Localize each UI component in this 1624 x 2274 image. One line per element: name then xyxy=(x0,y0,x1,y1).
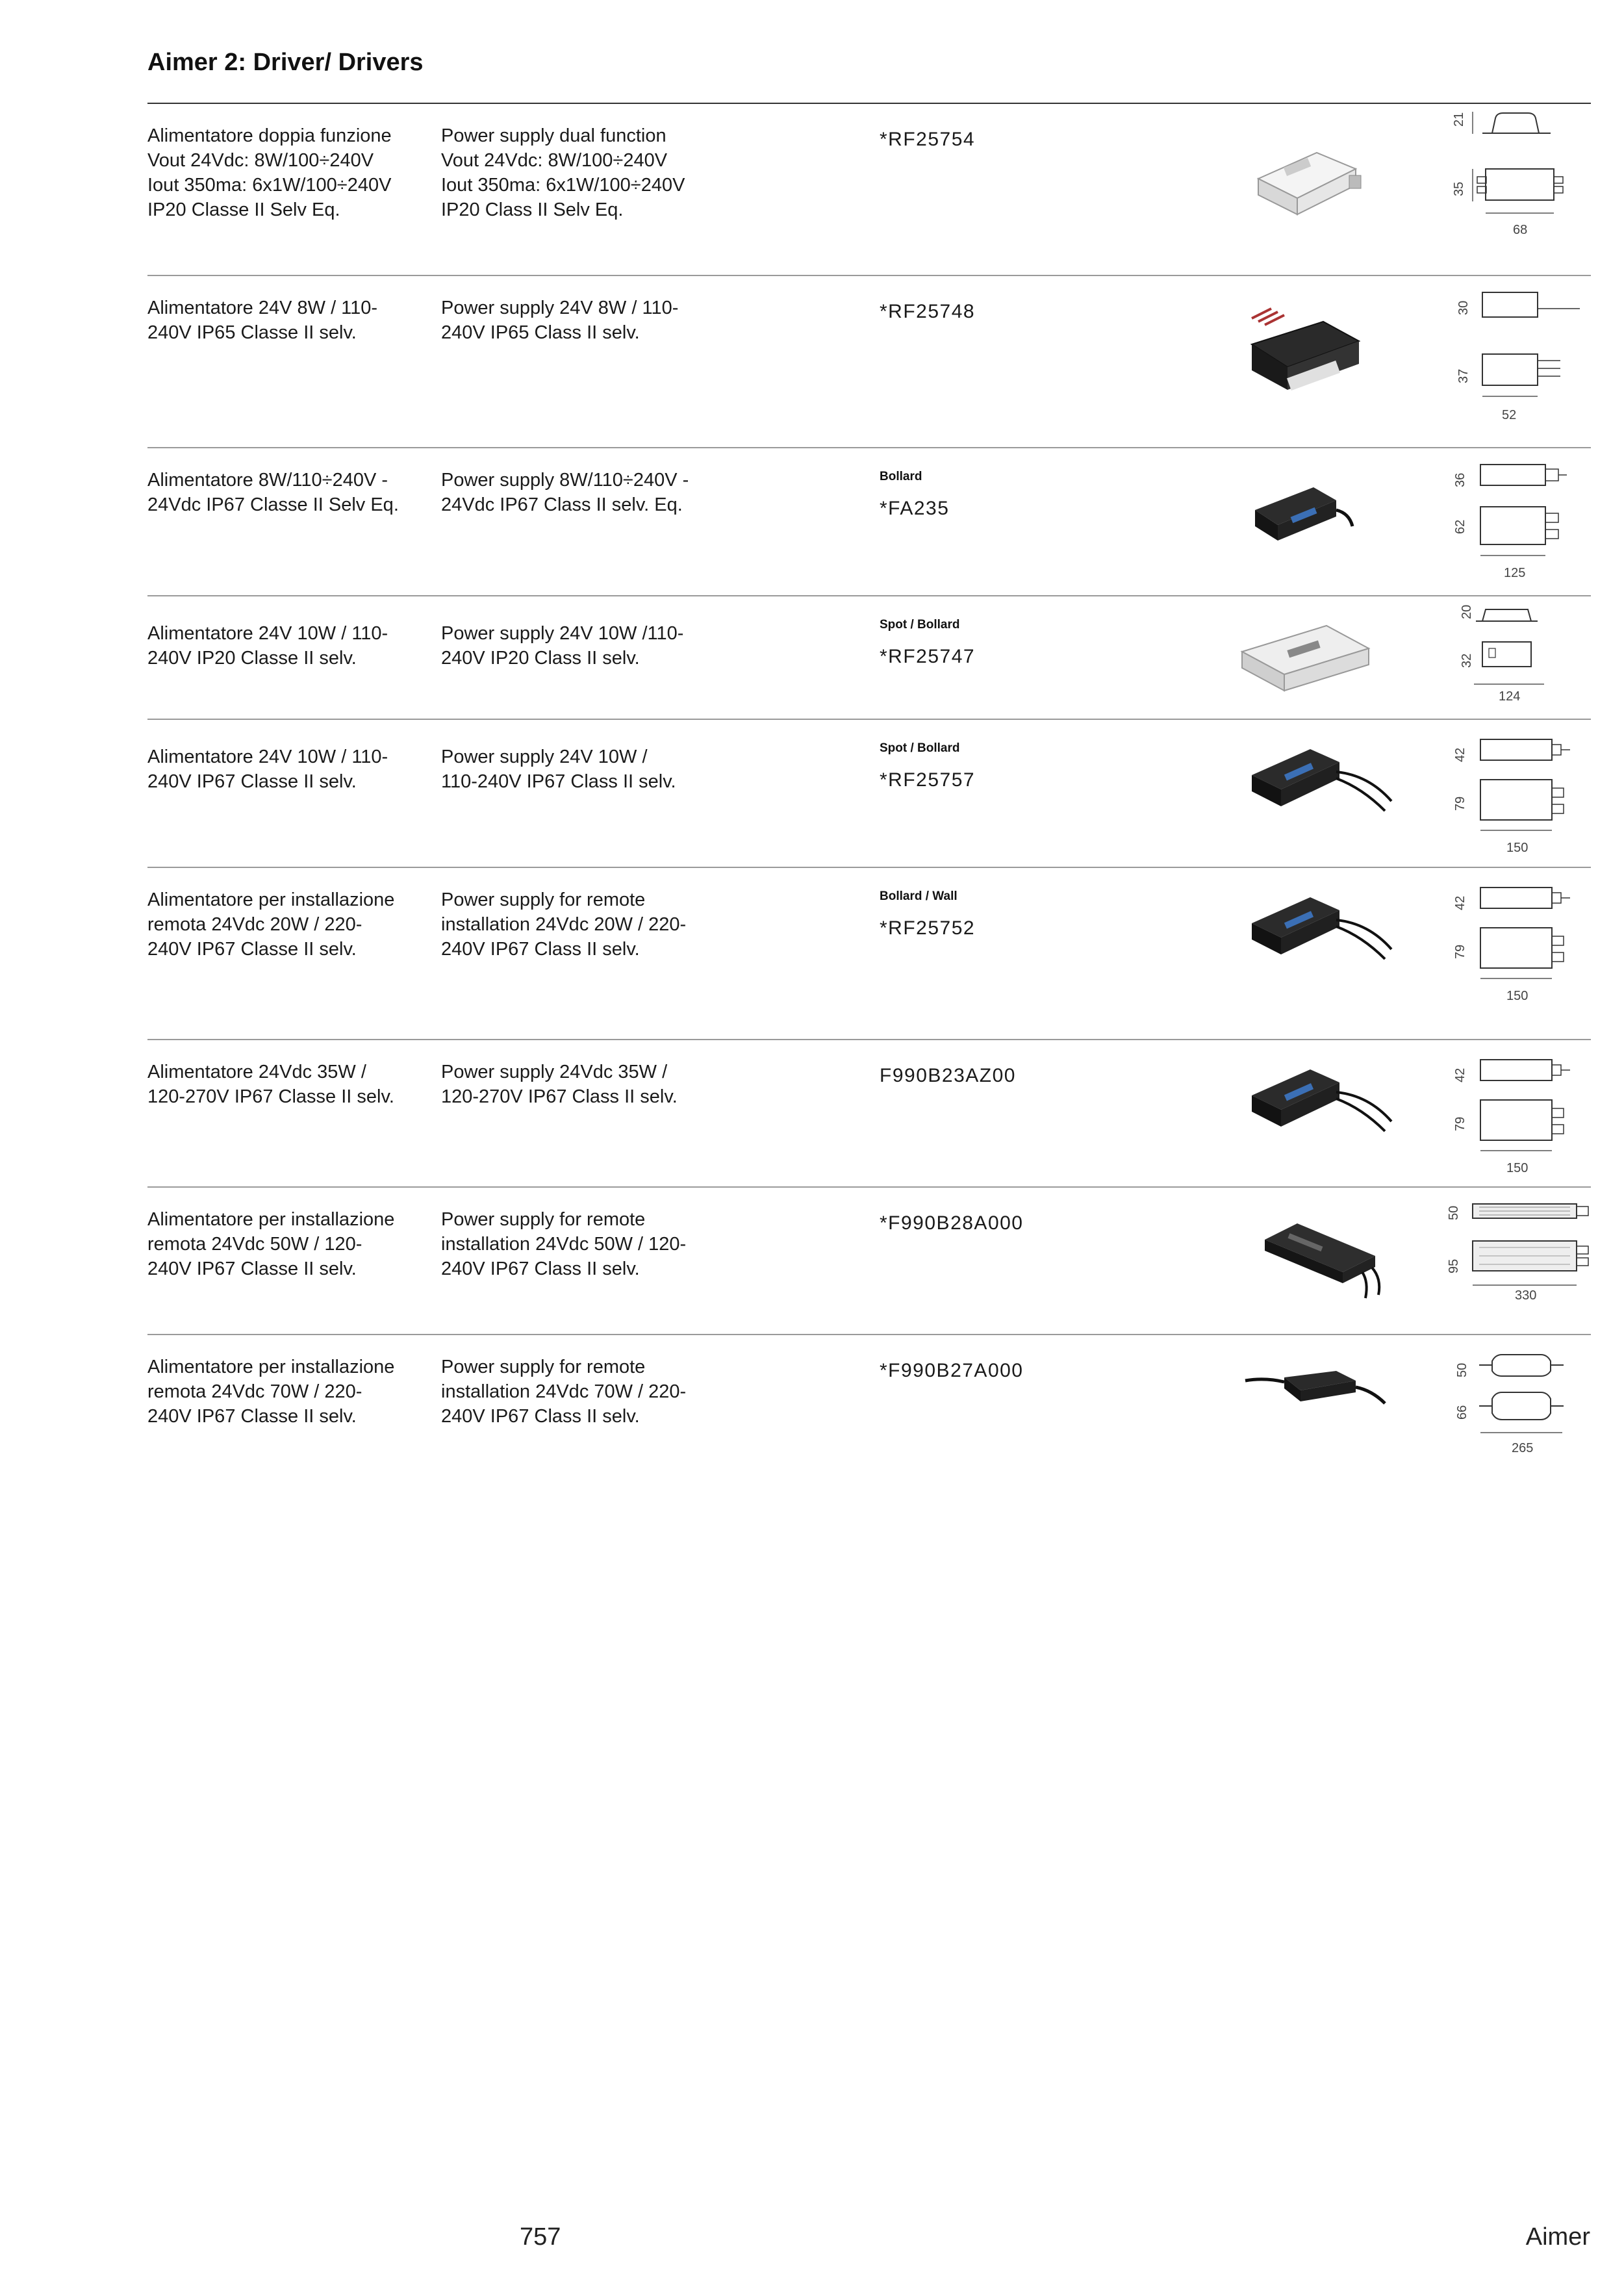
english-description: Power supply for remote installation 24Vdc 50W / 120- 240V IP67 Class II selv. xyxy=(441,1209,687,1279)
dimension-width: 32 xyxy=(1460,653,1474,668)
dimension-drawing xyxy=(1447,720,1596,860)
dimension-width: 66 xyxy=(1455,1405,1469,1420)
dimension-height: 21 xyxy=(1452,112,1466,127)
dimension-drawing xyxy=(1453,596,1603,710)
category-label: Bollard xyxy=(880,470,922,483)
italian-description: Alimentatore 24Vdc 35W / 120-270V IP67 Classe II selv. xyxy=(147,1062,394,1107)
category-label: Spot / Bollard xyxy=(880,741,960,755)
dimension-length: 52 xyxy=(1502,408,1517,422)
italian-description: Alimentatore 24V 10W / 110- 240V IP20 Classe II selv. xyxy=(147,623,388,669)
dimension-drawing xyxy=(1447,868,1596,1008)
product-code: *F990B27A000 xyxy=(880,1360,1024,1381)
dimension-length: 68 xyxy=(1513,223,1528,237)
product-row-3 xyxy=(147,448,1591,596)
product-photo xyxy=(1239,884,1401,982)
dimension-height: 20 xyxy=(1460,604,1474,619)
dimension-length: 124 xyxy=(1499,689,1521,704)
product-photo xyxy=(1226,292,1375,396)
italian-description: Alimentatore per installazione remota 24Vdc 50W / 120- 240V IP67 Classe II selv. xyxy=(147,1209,395,1279)
product-photo xyxy=(1239,1348,1401,1426)
dimension-length: 125 xyxy=(1504,566,1526,580)
dimension-width: 79 xyxy=(1453,796,1467,811)
product-photo xyxy=(1239,736,1401,834)
dimension-width: 79 xyxy=(1453,944,1467,959)
dimension-width: 37 xyxy=(1456,368,1471,383)
dimension-height: 42 xyxy=(1453,747,1467,762)
product-row-4 xyxy=(147,596,1591,720)
italian-description: Alimentatore 24V 10W / 110- 240V IP67 Classe II selv. xyxy=(147,747,388,792)
dimension-width: 35 xyxy=(1452,181,1466,196)
product-row-8 xyxy=(147,1188,1591,1335)
product-photo xyxy=(1252,1204,1414,1301)
product-row-7 xyxy=(147,1040,1591,1188)
english-description: Power supply 24Vdc 35W / 120-270V IP67 Class II selv. xyxy=(441,1062,678,1107)
italian-description: Alimentatore 24V 8W / 110- 240V IP65 Classe II selv. xyxy=(147,298,378,343)
dimension-drawing xyxy=(1440,1188,1609,1305)
english-description: Power supply 8W/110÷240V - 24Vdc IP67 Class II selv. Eq. xyxy=(441,470,689,515)
product-code: *RF25747 xyxy=(880,646,976,667)
dimension-drawing xyxy=(1447,1335,1603,1462)
italian-description: Alimentatore per installazione remota 24Vdc 70W / 220- 240V IP67 Classe II selv. xyxy=(147,1357,395,1427)
category-label: Bollard / Wall xyxy=(880,889,958,903)
product-code: *RF25754 xyxy=(880,129,976,150)
dimension-drawing xyxy=(1450,276,1599,422)
product-row-5 xyxy=(147,720,1591,868)
english-description: Power supply 24V 10W / 110-240V IP67 Class II selv. xyxy=(441,747,676,792)
dimension-length: 330 xyxy=(1515,1288,1537,1303)
product-photo xyxy=(1239,1056,1401,1154)
dimension-drawing xyxy=(1443,104,1593,244)
italian-description: Alimentatore 8W/110÷240V - 24Vdc IP67 Classe II Selv Eq. xyxy=(147,470,399,515)
dimension-height: 36 xyxy=(1453,472,1467,487)
dimension-height: 50 xyxy=(1455,1362,1469,1377)
dimension-length: 150 xyxy=(1506,841,1529,855)
product-code: *F990B28A000 xyxy=(880,1212,1024,1234)
category-label: Spot / Bollard xyxy=(880,618,960,632)
dimension-height: 42 xyxy=(1453,895,1467,910)
italian-description: Alimentatore doppia funzione Vout 24Vdc: 8W/100÷240V Iout 350ma: 6x1W/100÷240V IP20 Classe II Selv Eq. xyxy=(147,125,392,220)
dimension-width: 62 xyxy=(1453,519,1467,534)
english-description: Power supply for remote installation 24Vdc 20W / 220- 240V IP67 Class II selv. xyxy=(441,889,687,960)
dimension-width: 79 xyxy=(1453,1116,1467,1131)
english-description: Power supply 24V 8W / 110- 240V IP65 Class II selv. xyxy=(441,298,679,343)
dimension-height: 50 xyxy=(1447,1205,1461,1220)
italian-description: Alimentatore per installazione remota 24Vdc 20W / 220- 240V IP67 Classe II selv. xyxy=(147,889,395,960)
product-row-1 xyxy=(147,104,1591,276)
dimension-drawing xyxy=(1447,1040,1596,1180)
english-description: Power supply for remote installation 24Vdc 70W / 220- 240V IP67 Class II selv. xyxy=(441,1357,687,1427)
page-number: 757 xyxy=(520,2223,561,2251)
product-row-6 xyxy=(147,868,1591,1040)
page-title: Aimer 2: Driver/ Drivers xyxy=(147,49,424,76)
english-description: Power supply dual function Vout 24Vdc: 8W/100÷240V Iout 350ma: 6x1W/100÷240V IP20 Class II Selv Eq. xyxy=(441,125,685,220)
dimension-length: 150 xyxy=(1506,989,1529,1003)
brand-name: Aimer xyxy=(1525,2223,1590,2251)
english-description: Power supply 24V 10W /110- 240V IP20 Class II selv. xyxy=(441,623,684,669)
dimension-width: 95 xyxy=(1447,1258,1461,1273)
dimension-drawing xyxy=(1447,448,1596,581)
product-code: *FA235 xyxy=(880,498,950,519)
product-code: *RF25748 xyxy=(880,301,976,322)
dimension-length: 150 xyxy=(1506,1161,1529,1175)
dimension-height: 42 xyxy=(1453,1067,1467,1082)
product-photo xyxy=(1229,609,1385,707)
dimension-height: 30 xyxy=(1456,300,1471,315)
product-row-2 xyxy=(147,276,1591,448)
product-code: *RF25757 xyxy=(880,769,976,791)
dimension-length: 265 xyxy=(1512,1441,1534,1455)
product-photo xyxy=(1242,474,1372,552)
product-code: F990B23AZ00 xyxy=(880,1065,1016,1086)
product-code: *RF25752 xyxy=(880,917,976,939)
product-photo xyxy=(1239,130,1388,221)
product-row-9 xyxy=(147,1335,1591,1465)
